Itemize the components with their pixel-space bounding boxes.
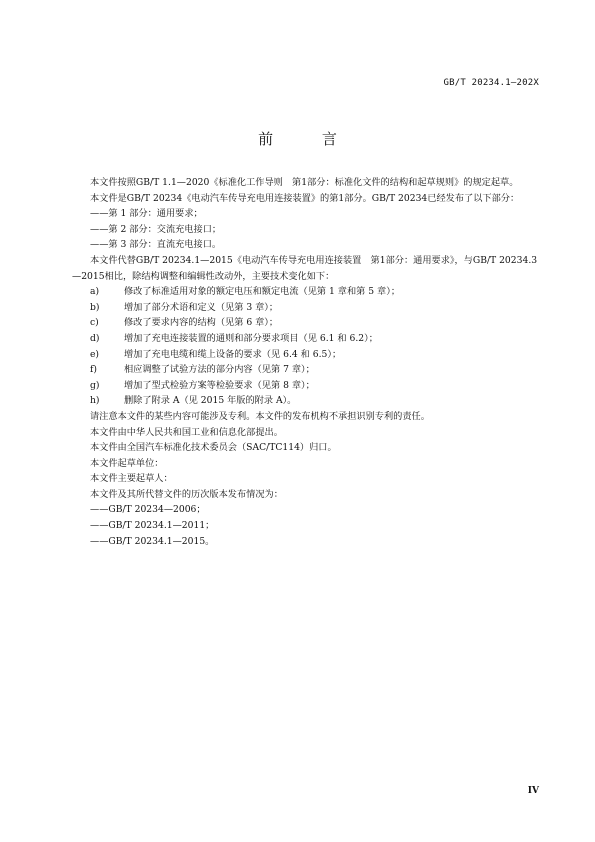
history-item: ——GB/T 20234.1—2011； xyxy=(90,520,215,532)
change-marker: f) xyxy=(90,364,97,376)
change-item xyxy=(72,284,540,300)
change-marker: h) xyxy=(90,395,100,407)
change-item xyxy=(72,300,540,316)
change-text: 增加了型式检验方案等检验要求（见第 8 章）； xyxy=(124,379,315,391)
change-marker: g) xyxy=(90,379,100,391)
change-marker: c) xyxy=(90,317,99,329)
paragraph-drafting-rules: 本文件按照GB/T 1.1—2020《标准化工作导则 第1部分：标准化文件的结构和起草规则》的规定起草。 xyxy=(90,177,519,188)
history-item: ——GB/T 20234.1—2015。 xyxy=(90,535,215,547)
paragraph-committee: 本文件由全国汽车标准化技术委员会（SAC/TC114）归口。 xyxy=(90,442,337,454)
change-text: 相应调整了试验方法的部分内容（见第 7 章）； xyxy=(124,364,315,376)
change-text: 增加了充电电缆和缆上设备的要求（见 6.4 和 6.5）； xyxy=(124,348,342,360)
paragraph-drafting-units: 本文件起草单位： xyxy=(90,457,164,469)
history-item: ——GB/T 20234—2006； xyxy=(90,504,206,516)
paragraph-proposer: 本文件由中华人民共和国工业和信息化部提出。 xyxy=(90,426,283,438)
change-text: 修改了标准适用对象的额定电压和额定电流（见第 1 章和第 5 章）； xyxy=(124,286,401,298)
change-marker: a) xyxy=(90,286,100,298)
paragraph-history-intro: 本文件及其所代替文件的历次版本发布情况为： xyxy=(90,488,283,500)
change-item xyxy=(72,378,540,394)
change-item xyxy=(72,347,540,363)
change-text: 增加了部分术语和定义（见第 3 章）； xyxy=(124,301,279,313)
change-text: 增加了充电连接装置的通则和部分要求项目（见 6.1 和 6.2）； xyxy=(124,332,378,344)
document-code: GB/T 20234.1—202X xyxy=(443,78,539,88)
paragraph-patent-notice: 请注意本文件的某些内容可能涉及专利。本文件的发布机构不承担识别专利的责任。 xyxy=(90,410,430,422)
part-list-item: ——第 3 部分：直流充电接口。 xyxy=(90,239,222,251)
part-list-item: ——第 1 部分：通用要求； xyxy=(90,208,203,220)
change-text: 修改了要求内容的结构（见第 6 章）； xyxy=(124,317,279,329)
change-item xyxy=(72,393,540,409)
document-body xyxy=(72,175,540,549)
change-item xyxy=(72,315,540,331)
change-item xyxy=(72,362,540,378)
page-number: IV xyxy=(527,786,539,796)
change-marker: e) xyxy=(90,348,100,360)
change-marker: d) xyxy=(90,332,100,344)
paragraph-replacement: 本文件代替GB/T 20234.1—2015《电动汽车传导充电用连接装置 第1部分：通用要求》，与GB/T 20234.3—2015相比，除结构调整和编辑性改动外，主要技术变化如下： xyxy=(72,254,538,282)
change-marker: b) xyxy=(90,301,100,313)
paragraph-part-intro: 本文件是GB/T 20234《电动汽车传导充电用连接装置》的第1部分。GB/T 20234已经发布了以下部分： xyxy=(90,192,520,204)
change-text: 删除了附录 A（见 2015 年版的附录 A）。 xyxy=(124,395,297,407)
paragraph-drafters: 本文件主要起草人： xyxy=(90,473,173,485)
part-list-item: ——第 2 部分：交流充电接口； xyxy=(90,223,222,235)
change-item xyxy=(72,331,540,347)
page-title: 前 言 xyxy=(258,130,359,148)
